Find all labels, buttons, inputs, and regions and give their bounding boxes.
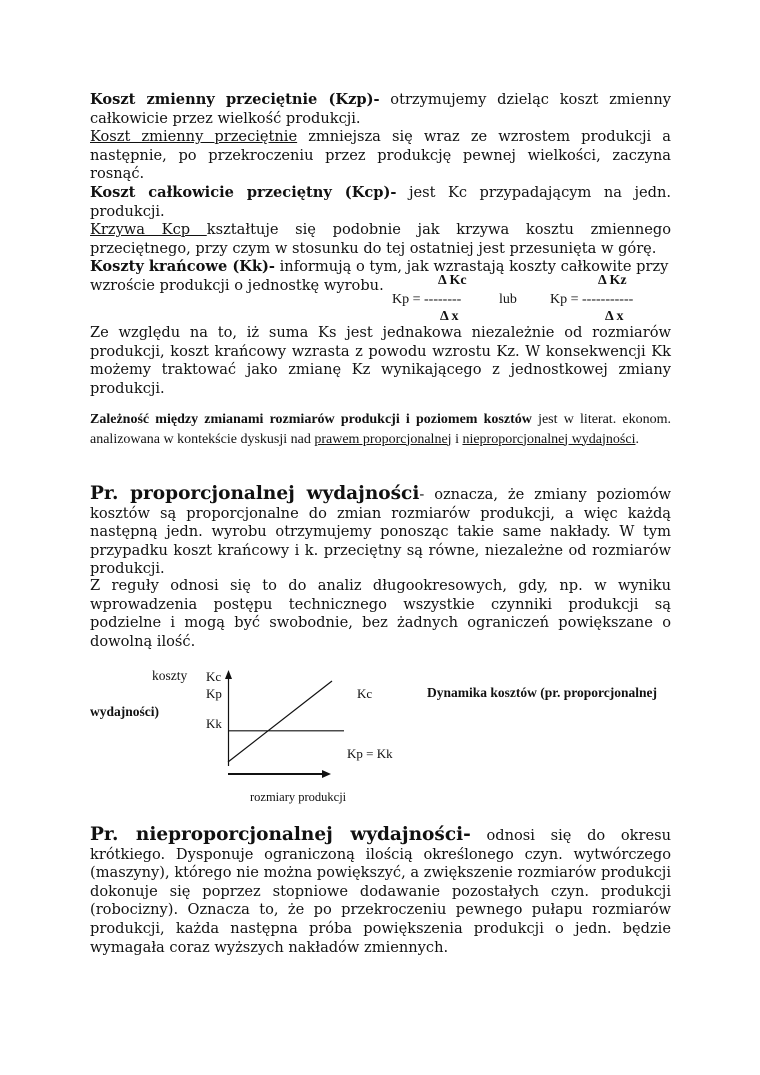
f2-denominator: Δ x xyxy=(605,309,624,324)
x-axis-arrow-icon xyxy=(322,770,331,778)
y-label-kk: Kk xyxy=(206,716,222,731)
text: jest w literat. ekonom. analizowana w kontekście dyskusji nad xyxy=(90,412,671,447)
text: i xyxy=(451,431,463,447)
f1-lhs: Kp = -------- xyxy=(392,292,462,307)
chart-title: Dynamika kosztów (pr. proporcjonalnej xyxy=(427,685,658,700)
f2-lhs: Kp = ----------- xyxy=(550,292,634,307)
text: zmniejsza się wraz ze wzrostem produkcji a następnie, po przekroczeniu przez produkcję pewnej wielkości, zaczyna rosnąć. xyxy=(90,128,672,183)
link-proportional[interactable]: prawem proporcjonalnej xyxy=(314,431,452,447)
series-label-kc: Kc xyxy=(357,686,373,701)
term: Pr. nieproporcjonalnej wydajności- xyxy=(90,824,471,845)
paragraph-nonproportional xyxy=(90,826,671,957)
f1-denominator: Δ x xyxy=(440,309,459,324)
chart-title-continued: wydajności) xyxy=(90,704,160,719)
text: - oznacza, że zmiany poziomów kosztów są proporcjonalne do zmian rozmiarów produkcji, a więc każdą następną jedn. wyrobu otrzymujemy ponosząc takie same nakłady. W tym przypadku koszt krańcowy i k. przeciętny są równe, niezależne od rozmiarów produkcji. xyxy=(90,486,671,578)
y-label-kp: Kp xyxy=(206,686,222,701)
text: . xyxy=(635,431,639,447)
term: Koszt zmienny przeciętnie xyxy=(90,128,298,145)
link-nonproportional[interactable]: nieproporcjonalnej wydajności xyxy=(462,431,636,447)
text: informują o tym, jak wzrastają koszty całkowite przy wzroście produkcji o jednostkę wyrobu. xyxy=(90,258,669,294)
text: odnosi się do okresu krótkiego. Dysponuje ograniczoną ilością określonego czyn. wytwórczego (maszyny), którego nie można powiększyć, a zwiększenie rozmiarów produkcji dokonuje się poprzez stopniowe dodawanie pozostałych czyn. produkcji (robocizny). Oznacza to, że po przekroczeniu pewnego pułapu rozmiarów produkcji, każda następna próba powiększenia produkcji o jedn. będzie wymagała coraz wyższych nakładów zmiennych. xyxy=(90,827,672,956)
text: Z reguły odnosi się to do analiz długookresowych, gdy, np. w wyniku wprowadzenia postępu technicznego wszystkie czynniki produkcji są podzielne i mogą być swobodnie, bez żadnych ograniczeń powiększane o dowolną ilość. xyxy=(90,577,671,650)
term: Koszt zmienny przeciętnie (Kzp)- xyxy=(90,91,380,108)
term: Koszty krańcowe (Kk)- xyxy=(90,258,275,275)
text: Ze względu na to, iż suma Ks jest jednakowa niezależnie od rozmiarów produkcji, koszt krańcowy wzrasta z powodu wzrostu Kz. W konsekwencji Kk możemy traktować jako zmianę Kz wynikającego z jednostkowej zmiany produkcji. xyxy=(90,324,671,397)
series-label-kp-kk: Kp = Kk xyxy=(347,746,393,761)
term: Zależność między zmianami rozmiarów produkcji i poziomem kosztów xyxy=(90,412,532,427)
text: kształtuje się podobnie jak krzywa kosztu zmiennego przeciętnego, przy czym w stosunku do tej ostatniej jest przesunięta w górę. xyxy=(90,221,672,257)
y-axis-label: koszty xyxy=(152,668,188,683)
x-axis-label: rozmiary produkcji xyxy=(250,790,347,804)
term: Krzywa Kcp xyxy=(90,221,207,238)
formula-or: lub xyxy=(499,292,517,307)
f1-numerator: Δ Kc xyxy=(438,273,467,288)
f2-numerator: Δ Kz xyxy=(598,273,627,288)
text: jest Kc przypadającym na jedn. produkcji. xyxy=(90,184,671,220)
term: Koszt całkowicie przeciętny (Kcp)- xyxy=(90,184,397,201)
series-line-kc xyxy=(228,681,332,762)
text: otrzymujemy dzieląc koszt zmienny całkowicie przez wielkość produkcji. xyxy=(90,91,671,127)
y-axis-arrow-icon xyxy=(225,670,232,679)
term: Pr. proporcjonalnej wydajności xyxy=(90,483,420,504)
y-label-kc: Kc xyxy=(206,669,222,684)
